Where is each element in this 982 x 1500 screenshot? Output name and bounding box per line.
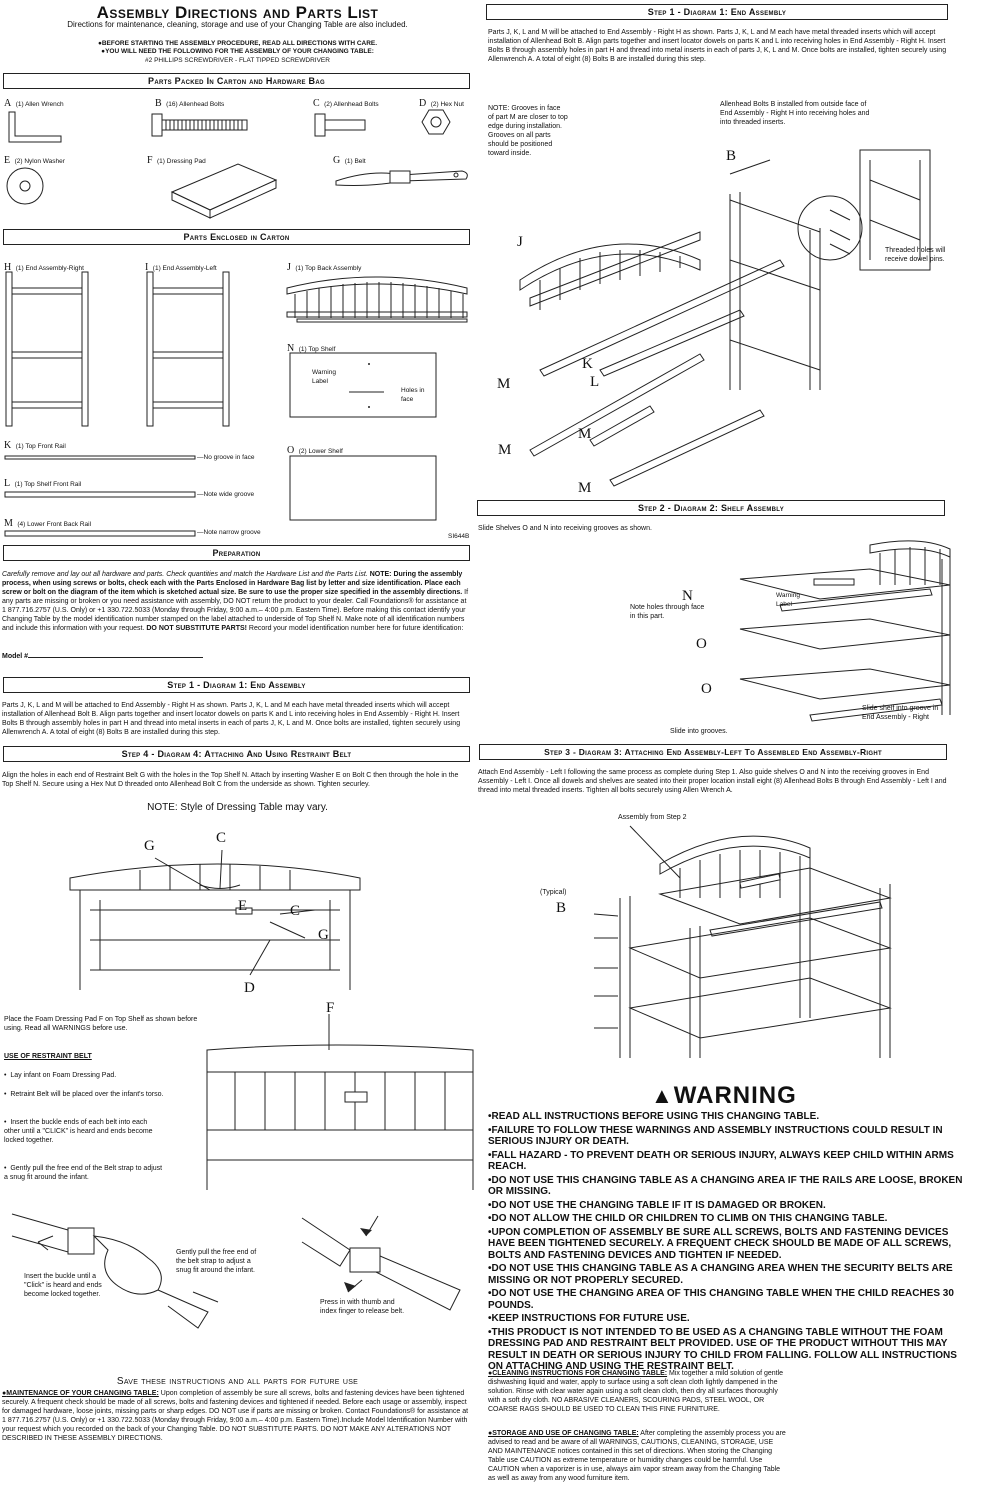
diagram4-table-drawing — [60, 830, 380, 1000]
step1-bolt-callout: Allenhead Bolts B installed from outside face of End Assembly - Right H into receiving holes and into threaded inserts. — [720, 101, 870, 126]
page-subtitle: Directions for maintenance, cleaning, storage and use of your Changing Table are also included. — [67, 20, 408, 29]
step3-heading: Step 3 - Diagram 3: Attaching End Assembly-Left To Assembled End Assembly-Right — [479, 744, 947, 760]
carton-item-o: O (2) Lower Shelf — [287, 445, 343, 456]
warning-item: •UPON COMPLETION OF ASSEMBLY BE SURE ALL SCREWS, BOLTS AND FASTENING DEVICES HAVE BEEN TIGHTENED SECURELY. A FREQUENT CHECK SHOULD BE MADE OF ALL SCREWS, BOLTS AND FASTENING DEVICES AND TIGHTEN IF NEEDED. — [488, 1226, 952, 1261]
warning-title: ▲WARNING — [651, 1082, 797, 1109]
step2-slide-right: Slide shelf into groove in End Assembly - Right — [862, 705, 939, 721]
pad-instructions: Place the Foam Dressing Pad F on Top Shelf as shown before using. Read all WARNINGS before use. — [4, 1016, 198, 1032]
diag2-label-o1: O — [696, 636, 707, 652]
page-title: Assembly Directions and Parts List — [96, 3, 379, 22]
diag2-label-n: N — [682, 588, 693, 604]
step3-text: Attach End Assembly - Left I following the same process as complete during Step 1. Also guide shelves O and N into the receiving grooves in End Assembly - Left I. Once all dowels and shelves are seated into their proper location install eight (8) Allenhead Bolts B through End Assembly - Left I and thread into metal threaded inserts. Tighten all bolts securely using Allen Wrench A. — [478, 769, 947, 794]
step1-heading-left: Step 1 - Diagram 1: End Assembly — [3, 677, 470, 693]
step2-holes-note: Note holes through face in this part. — [630, 604, 705, 620]
belt-icon — [332, 165, 472, 190]
step1-threaded-callout: Threaded holes will receive dowel pins. — [885, 247, 946, 263]
end-assembly-left-drawing — [145, 270, 235, 430]
warning-item: •FAILURE TO FOLLOW THESE WARNINGS AND ASSEMBLY INSTRUCTIONS COULD RESULT IN SERIOUS INJURY OR DEATH. — [488, 1124, 943, 1147]
diag4-label-e: E — [238, 898, 248, 914]
diagram1-end-assembly-drawing — [490, 140, 950, 500]
step2-text: Slide Shelves O and N into receiving grooves as shown. — [478, 525, 652, 532]
model-number-field[interactable]: Model # — [2, 652, 203, 661]
step2-heading: Step 2 - Diagram 2: Shelf Assembly — [477, 500, 945, 516]
restraint-step-3: • Insert the buckle ends of each belt into each other until a "CLICK" is heard and ends become locked together. — [4, 1119, 153, 1144]
lower-shelf-drawing — [289, 455, 439, 523]
save-heading: Save these instructions and all parts for future use — [116, 1376, 359, 1387]
top-shelf-warning-label: Warning Label — [312, 369, 336, 385]
step1-heading-right: Step 1 - Diagram 1: End Assembly — [486, 4, 948, 20]
top-shelf-holes-label: Holes in face — [401, 387, 425, 403]
maintenance-text: ●MAINTENANCE OF YOUR CHANGING TABLE: Upon completion of assembly be sure all screws, bolts and fastening devices have been tightened securely. A frequent check should be made of all screws, bolts and fastening devices and tightened if needed. Before each usage or assembly, inspect for damaged hardware, loose joints, missing parts or sharp edges. DO NOT use if parts are missing or broken. Contact Foundations® for assistance at 1 877.716.2757 (U.S. Only) or +1 330.722.5033 (Monday through Friday, 9:00 a.m.– 4:00 p.m. Eastern Time).Include Model Identification Number with your request which you recorded on the back of your Changing Table. DO NOT SUBSTITUTE PARTS. DO NOT MAKE ANY ALTERATIONS NOT DESCRIBED IN THESE ASSEMBLY DIRECTIONS. — [2, 1390, 469, 1442]
restraint-step-1: • Lay infant on Foam Dressing Pad. — [4, 1072, 117, 1079]
k-note: —No groove in face — [197, 454, 255, 461]
carton-item-j: J (1) Top Back Assembly — [287, 262, 362, 273]
diag4-label-f: F — [326, 1000, 335, 1016]
allenhead-bolt-long-icon — [150, 112, 250, 142]
end-assembly-right-drawing — [4, 270, 94, 430]
step4-note: NOTE: Style of Dressing Table may vary. — [147, 802, 328, 813]
tools-line: #2 PHILLIPS SCREWDRIVER - FLAT TIPPED SCREWDRIVER — [145, 57, 330, 64]
preparation-text: Carefully remove and lay out all hardware and parts. Check quantities and match the Hardware List and the Parts List. NOTE: During the assembly process, when using screws or bolts, check each with the Parts Enclosed in Hardware Bag list by letter and size identification. Place each screw or bolt on the diagram of the item which is sketched actual size. Be sure to use the proper size specified in the assembly directions. If any parts are missing or broken or you need assistance with assembly, DO NOT return the product to your dealer. Call Foundations® for assistance at 1 877.716.2757 (U.S. Only) or +1 330.722.5033 (Monday through Friday, 9:00 a.m.– 4:00 p.m. Eastern Time). Before making this contact identify your Changing Table by the model identification number stamped on the label attached to underside of Top Shelf N. Make note of all identification numbers and include this information with your request. DO NOT SUBSTITUTE PARTS! Record your model identification number here for future identification: — [2, 571, 469, 632]
diagram3-full-assembly-drawing — [590, 818, 910, 1078]
hw-item-d: D (2) Hex Nut — [419, 98, 464, 109]
dressing-pad-icon — [170, 162, 280, 222]
step4-text: Align the holes in each end of Restraint Belt G with the holes in the Top Shelf N. Attach by inserting Washer E on Bolt C then through the hole in the Top Shelf N. Secure using a Hex Nut D threaded onto Allenhead Bolt C from the underside as shown. Tighten securley. — [2, 772, 459, 788]
diag4-label-d: D — [244, 980, 255, 996]
diag4-label-g2: G — [318, 927, 329, 943]
top-shelf-front-rail-drawing — [4, 491, 199, 499]
allenhead-bolt-short-icon — [313, 112, 373, 142]
notice-line-2: ●YOU WILL NEED THE FOLLOWING FOR THE ASSEMBLY OF YOUR CHANGING TABLE: — [101, 48, 374, 55]
diag1-label-m1: M — [497, 376, 511, 392]
diag3-label-b: B — [556, 900, 567, 916]
step3-from-step2: Assembly from Step 2 — [618, 814, 687, 821]
warning-item: •KEEP INSTRUCTIONS FOR FUTURE USE. — [488, 1313, 690, 1324]
hw-item-f: F (1) Dressing Pad — [147, 155, 206, 166]
warning-item: •DO NOT ALLOW THE CHILD OR CHILDREN TO CLIMB ON THIS CHANGING TABLE. — [488, 1213, 888, 1224]
hw-item-g: G (1) Belt — [333, 155, 366, 166]
hw-item-c: C (2) Allenhead Bolts — [313, 98, 379, 109]
step1-text-left: Parts J, K, L and M will be attached to End Assembly - Right H as shown. Parts J, K, L and M each have metal threaded inserts which will accept installation of Allenhead Bolt B. Align parts together and insert locator dowels on parts K and L into receiving holes in End Assembly - Right H. Insert Bolts B through assembly holes in part H and thread into metal inserts in each of parts J, K, L and M. Once bolts are installed, tighten securely using Allenwrench A. A total of eight (8) Bolts B are installed during this step. — [2, 702, 461, 736]
part-code: SI644B — [448, 533, 470, 540]
step2-warning-label: Warning Label — [776, 592, 800, 608]
diag1-label-l: L — [590, 374, 600, 390]
hw-item-a: A (1) Allen Wrench — [4, 98, 64, 109]
top-shelf-drawing — [289, 352, 439, 420]
diag2-label-o2: O — [701, 681, 712, 697]
top-front-rail-drawing — [4, 455, 199, 461]
warning-item: •FALL HAZARD - TO PREVENT DEATH OR SERIOUS INJURY, ALWAYS KEEP CHILD WITHIN ARMS REACH. — [488, 1149, 954, 1172]
warning-item: •READ ALL INSTRUCTIONS BEFORE USING THIS CHANGING TABLE. — [488, 1111, 820, 1122]
step4-heading: Step 4 - Diagram 4: Attaching And Using Restraint Belt — [3, 746, 470, 762]
hw-item-b: B (16) Allenhead Bolts — [155, 98, 225, 109]
top-back-assembly-drawing — [285, 272, 470, 327]
notice-line-1: ●BEFORE STARTING THE ASSEMBLY PROCEDURE, READ ALL DIRECTIONS WITH CARE. — [97, 40, 378, 47]
warning-item: •THIS PRODUCT IS NOT INTENDED TO BE USED AS A CHANGING TABLE WITHOUT THE FOAM DRESSING PAD AND RESTRAINT BELT PROVIDED. USE OF THE PRODUCT WITHOUT THIS MAY RESULT IN DEATH OR SERIOUS INJURY TO CHILD FROM FALLING. FOLLOW ALL INSTRUCTIONS ON ATTACHING AND USING THE RESTRAINT BELT. — [488, 1326, 957, 1372]
warning-item: •DO NOT USE THE CHANGING AREA OF THIS CHANGING TABLE WHEN THE CHILD REACHES 30 POUNDS. — [488, 1288, 954, 1311]
diag1-label-m4: M — [578, 480, 592, 496]
carton-item-i: I (1) End Assembly-Left — [145, 262, 217, 273]
warning-list — [488, 1111, 963, 1373]
preparation-heading: Preparation — [3, 545, 470, 561]
restraint-step-4: • Gently pull the free end of the Belt strap to adjust a snug fit around the infant. — [4, 1165, 163, 1181]
carton-item-h: H (1) End Assembly-Right — [4, 262, 84, 273]
diag1-label-b: B — [726, 148, 737, 164]
carton-item-l: L (1) Top Shelf Front Rail — [4, 478, 82, 489]
carton-item-n: N (1) Top Shelf — [287, 343, 336, 354]
warning-item: •DO NOT USE THIS CHANGING TABLE AS A CHANGING AREA WHEN THE SECURITY BELTS ARE MISSING OR NOT PROPERLY SECURED. — [488, 1263, 953, 1286]
step1-note: NOTE: Grooves in face of part M are closer to top edge during installation. Grooves on all parts should be positioned toward inside. — [488, 105, 568, 157]
m-note: —Note narrow groove — [197, 529, 261, 536]
warning-item: •DO NOT USE THE CHANGING TABLE IF IT IS DAMAGED OR BROKEN. — [488, 1199, 826, 1211]
allen-wrench-icon — [5, 108, 65, 148]
buckle-insert-caption: Insert the buckle until a "Click" is heard and ends become locked together. — [24, 1273, 102, 1298]
diag4-label-c1: C — [216, 830, 227, 846]
warning-triangle-icon: ▲ — [651, 1083, 674, 1108]
diag1-label-k: K — [582, 356, 593, 372]
storage-instructions: ●STORAGE AND USE OF CHANGING TABLE: After completing the assembly process you are advised to read and be aware of all WARNINGS, CAUTIONS, CLEANING, STORAGE, USE AND MAINTENANCE notices contained in this set of directions. When storing the Changing Table use CAUTION as extreme temperature or humidity changes could be harmful. Use CAUTION when a vaporizer is in use, always aim vapor stream away from the Changing Table as well as away from any wood furniture item. — [488, 1430, 786, 1482]
step3-typical: (Typical) — [540, 889, 567, 896]
carton-item-m: M (4) Lower Front Back Rail — [4, 518, 92, 529]
cleaning-instructions: ●CLEANING INSTRUCTIONS FOR CHANGING TABLE: Mix together a mild solution of gentle dishwashing liquid and water, apply to surface using a soft clean cloth lightly dampened in the solution. Rinse with clear water again using a soft clean cloth, then dry all surfaces thoroughly with a soft dry cloth. NO ABRASIVE CLEANERS, SCOURING PADS, STEEL WOOL, OR COARSE RAGS SHOULD BE USED TO CLEAN THIS FINE FURNITURE. — [488, 1370, 784, 1413]
hardware-heading: Parts Packed In Carton and Hardware Bag — [3, 73, 470, 89]
restraint-step-2: • Retraint Belt will be placed over the infant's torso. — [4, 1091, 164, 1098]
nylon-washer-icon — [5, 166, 45, 206]
warning-item: •DO NOT USE THIS CHANGING TABLE AS A CHANGING AREA IF THE RAILS ARE LOOSE, BROKEN OR MISSING. — [488, 1174, 963, 1197]
lower-front-back-rail-drawing — [4, 530, 199, 538]
carton-heading: Parts Enclosed in Carton — [3, 229, 470, 245]
hex-nut-icon — [421, 108, 451, 138]
restraint-heading: USE OF RESTRAINT BELT — [4, 1053, 92, 1060]
diag4-label-g1: G — [144, 838, 155, 854]
pad-on-table-drawing — [205, 1010, 475, 1200]
step2-slide-into: Slide into grooves. — [670, 728, 728, 735]
l-note: —Note wide groove — [197, 491, 255, 498]
hw-item-e: E (2) Nylon Washer — [4, 155, 65, 166]
belt-pull-caption: Gently pull the free end of the belt strap to adjust a snug fit around the infant. — [176, 1249, 257, 1274]
diag4-label-c2: C — [290, 903, 301, 919]
carton-item-k: K (1) Top Front Rail — [4, 440, 66, 451]
diag1-label-m3: M — [498, 442, 512, 458]
step1-text-right: Parts J, K, L and M will be attached to End Assembly - Right H as shown. Parts J, K, L and M each have metal threaded inserts which will accept installation of Allenhead Bolt B. Align parts together and insert locator dowels on parts K and L into receiving holes in End Assembly - Right H. Insert Bolts B through assembly holes in part H and thread into metal inserts in each of parts J, K, L and M. Once bolts are installed, tighten securely using Allenwrench A. A total of eight (8) Bolts B are installed during this step. — [488, 29, 947, 63]
diag1-label-m2: M — [578, 426, 592, 442]
diag1-label-j: J — [517, 234, 523, 250]
buckle-release-caption: Press in with thumb and index finger to release belt. — [320, 1299, 405, 1315]
